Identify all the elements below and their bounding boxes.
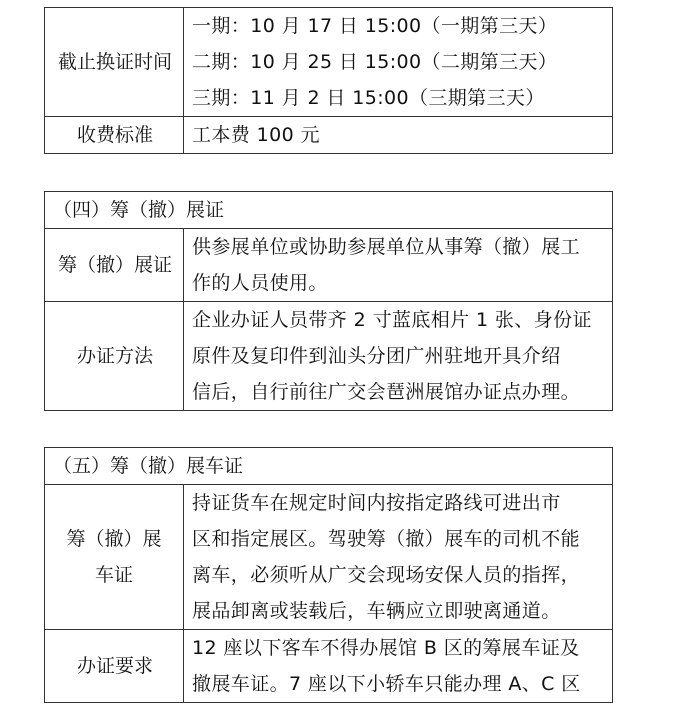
table-row xyxy=(45,117,613,154)
label-line: 筹（撤）展 xyxy=(66,528,162,550)
deadline-fee-table xyxy=(44,7,613,154)
fee-label: 收费标准 xyxy=(45,117,184,154)
table-header-row xyxy=(45,448,613,485)
vehicle-pass-label xyxy=(45,485,184,630)
text-line: 区和指定展区。驾驶筹（撤）展车的司机不能 xyxy=(192,528,581,550)
text-line: 持证货车在规定时间内按指定路线可进出市 xyxy=(192,492,561,514)
table-row xyxy=(45,8,613,117)
section-four-header: （四）筹（撤）展证 xyxy=(45,192,613,229)
text-line: 撤展车证。7 座以下小轿车只能办理 A、C 区 xyxy=(192,673,581,695)
text-line: 信后，自行前往广交会琶洲展馆办证点办理。 xyxy=(192,381,581,403)
setup-pass-desc xyxy=(184,229,613,302)
setup-pass-table xyxy=(44,191,613,411)
requirement-label: 办证要求 xyxy=(45,630,184,703)
deadline-line-2: 二期：10 月 25 日 15:00（二期第三天） xyxy=(192,51,558,73)
table-row xyxy=(45,302,613,411)
setup-vehicle-pass-table xyxy=(44,447,613,703)
text-line: 原件及复印件到汕头分团广州驻地开具介绍 xyxy=(192,345,561,367)
deadline-cell xyxy=(184,8,613,117)
text-line: 展品卸离或装载后，车辆应立即驶离通道。 xyxy=(192,600,561,622)
application-method-label: 办证方法 xyxy=(45,302,184,411)
deadline-line-3: 三期：11 月 2 日 15:00（三期第三天） xyxy=(192,87,545,109)
deadline-line-1: 一期：10 月 17 日 15:00（一期第三天） xyxy=(192,15,558,37)
section-five-header: （五）筹（撤）展车证 xyxy=(45,448,613,485)
fee-value: 工本费 100 元 xyxy=(184,117,613,154)
label-line: 车证 xyxy=(94,564,133,586)
table-row xyxy=(45,485,613,630)
text-line: 供参展单位或协助参展单位从事筹（撤）展工 xyxy=(192,236,581,258)
text-line: 离车，必须听从广交会现场安保人员的指挥， xyxy=(192,564,581,586)
text-line: 作的人员使用。 xyxy=(192,272,328,294)
table-row xyxy=(45,229,613,302)
application-method-desc xyxy=(184,302,613,411)
table-row xyxy=(45,630,613,703)
requirement-desc xyxy=(184,630,613,703)
text-line: 12 座以下客车不得办展馆 B 区的筹展车证及 xyxy=(192,637,580,659)
setup-pass-label: 筹（撤）展证 xyxy=(45,229,184,302)
table-header-row xyxy=(45,192,613,229)
vehicle-pass-desc xyxy=(184,485,613,630)
deadline-label: 截止换证时间 xyxy=(45,8,184,117)
text-line: 企业办证人员带齐 2 寸蓝底相片 1 张、身份证 xyxy=(192,309,592,331)
